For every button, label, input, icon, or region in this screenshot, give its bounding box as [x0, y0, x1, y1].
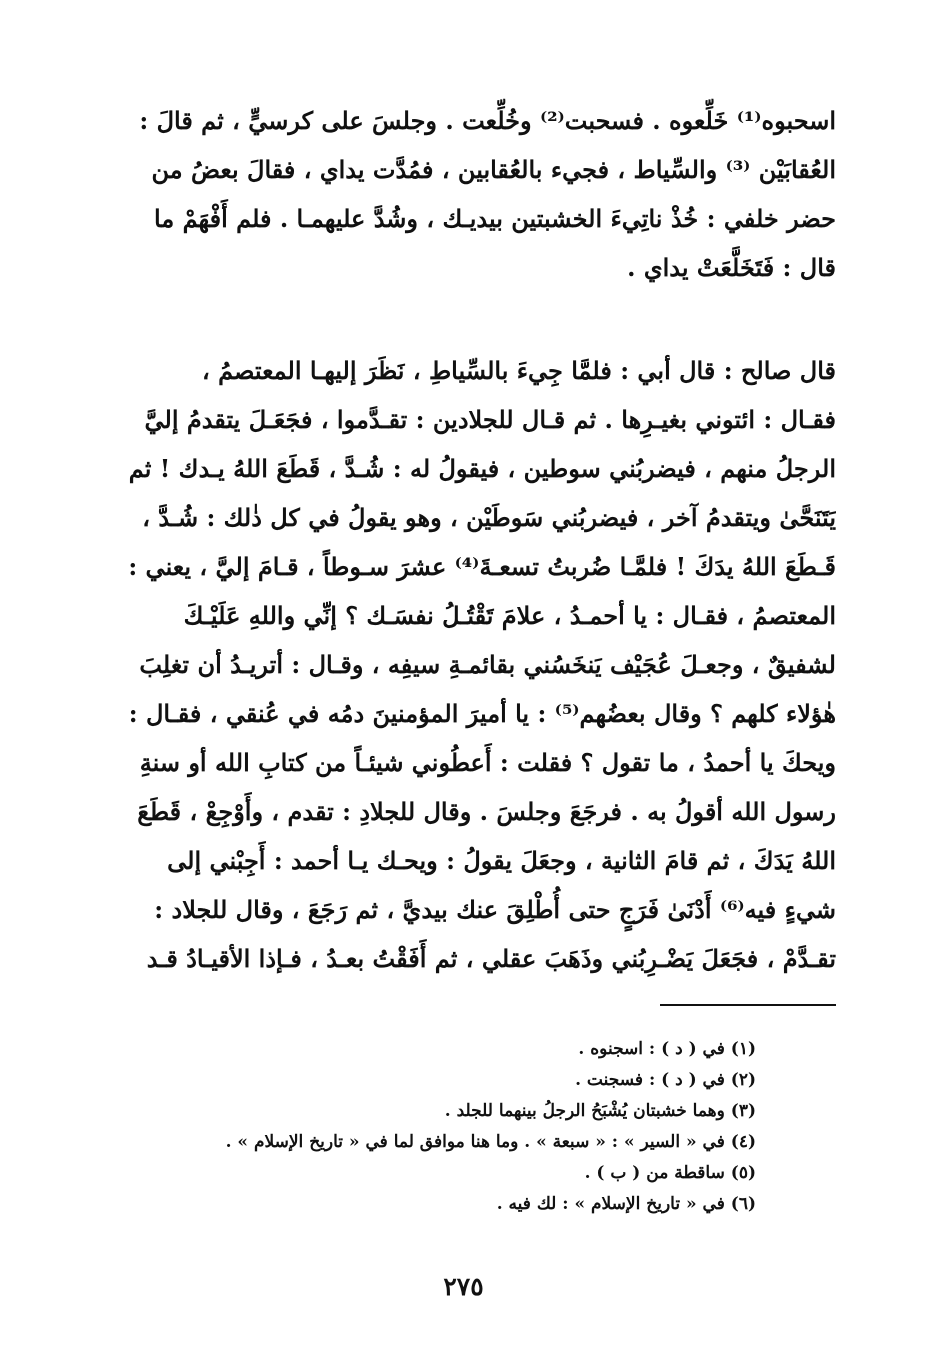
- footnote: (٢) في ( د ) : فسجنت .: [575, 1070, 756, 1090]
- text-line: قال : فَتَخَلَّعَتْ يداي .: [627, 253, 836, 282]
- text-line: يَتَنَحَّىٰ ويتقدمُ آخر ، فيضربُني سَوطَيْن ، وهو يقولُ في كل ذٰلك : شُـدَّ ،: [142, 503, 836, 532]
- text-line: العُقابَيْن ⁽³⁾ والسِّياط ، فجيء بالعُقابين ، فمُدَّت يداي ، فقالَ بعضُ من: [151, 155, 836, 184]
- footnote: (٦) في « تاريخ الإسلام » : لك فيه .: [496, 1194, 756, 1214]
- text-line: تقـدَّمْ ، فجَعَلَ يَضْـرِبُني وذَهَبَ عقلي ، ثم أَفَقْتُ بعـدُ ، فـإذا الأقيـادُ قـد: [146, 944, 836, 973]
- text-line: الرجلُ منهم ، فيضربُني سوطين ، فيقولُ له : شُـدَّ ، قَطَعَ اللهُ يـدك ! ثم: [128, 454, 836, 483]
- text-line: قَـطَعَ اللهُ يدَكَ ! فلمَّـا ضُربتُ تسعـةَ⁽⁴⁾ عشرَ سـوطاً ، قـامَ إليَّ ، يعني :: [128, 552, 836, 581]
- text-line: اللهُ يَدَكَ ، ثم قامَ الثانية ، وجعَلَ يقولُ : ويحـك يـا أحمد : أَجِبْني إلى: [167, 846, 836, 875]
- footnotes: [100, 1034, 756, 1220]
- text-line: لشفيقٌ ، وجعـلَ عُجَيْف يَنخَسُني بقائمـةِ سيفِه ، وقـال : أتريـدُ أن تغلِبَ: [139, 650, 836, 679]
- paragraph-2: [100, 346, 836, 983]
- footnote: (٥) ساقطة من ( ب ) .: [584, 1163, 756, 1183]
- text-line: رسول الله أقولُ به . فرجَعَ وجلسَ . وقال للجلادِ : تقدم ، وأَوْجِعْ ، قَطَعَ: [137, 797, 836, 826]
- footnote-divider: [660, 1004, 836, 1006]
- page-number: ٢٧٥: [443, 1272, 484, 1301]
- text-line: المعتصمُ ، فقـال : يا أحمـدُ ، علامَ تَقْتُـلُ نفسَـك ؟ إنِّي واللهِ عَلَيْـكَ: [183, 601, 836, 630]
- text-line: قال صالح : قال أبي : فلمَّا جِيءَ بالسِّياطِ ، نَظَرَ إليهـا المعتصمُ ،: [201, 356, 836, 385]
- footnote: (٤) في « السير » : « سبعة » . وما هنا موافق لما في « تاريخ الإسلام » .: [225, 1132, 756, 1152]
- footnote: (١) في ( د ) : اسجنوه .: [578, 1039, 756, 1059]
- text-line: ويحكَ يا أحمدُ ، ما تقول ؟ فقلت : أَعطُوني شيئـاً من كتابِ الله أو سنةِ: [139, 748, 836, 777]
- text-line: اسحبوه⁽¹⁾ خَلِّعوه . فسحبت⁽²⁾ وخُلِّعت . وجلسَ على كرسيٍّ ، ثم قالَ :: [139, 106, 836, 135]
- text-line: شيءٍ فيه⁽⁶⁾ أَدْنَىٰ فَرَجٍ حتى أُطْلِقَ عنك بيديَّ ، ثم رَجَعَ ، وقال للجلاد :: [154, 895, 836, 924]
- text-line: حضر خلفي : خُذْ ناتِيءَ الخشبتين بيديـك ، وشُدَّ عليهمـا . فلم أَفْهَمْ ما: [154, 204, 836, 233]
- paragraph-1: [100, 96, 836, 292]
- text-line: فقـال : ائتوني بغيـرِها . ثم قـال للجلادين : تقـدَّموا ، فجَعَـلَ يتقدمُ إليَّ: [144, 405, 836, 434]
- footnote: (٣) وهما خشبتان يُشْبَحُ الرجلُ بينهما للجلد .: [444, 1101, 756, 1121]
- text-line: هٰؤلاء كلهم ؟ وقال بعضُهم⁽⁵⁾ : يا أميرَ المؤمنينَ دمُه في عُنقي ، فقـال :: [128, 699, 836, 728]
